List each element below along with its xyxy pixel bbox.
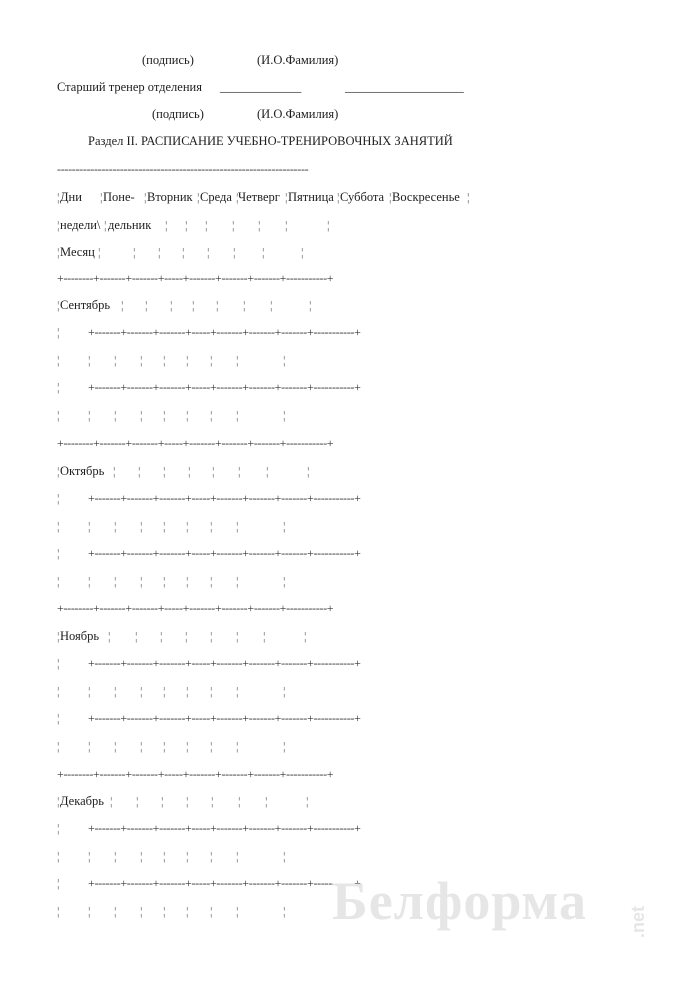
cell-border: ¦ bbox=[163, 574, 166, 588]
cell-border: ¦ bbox=[192, 298, 195, 312]
header-border: ¦ bbox=[258, 218, 261, 232]
cell-border: ¦ bbox=[309, 298, 312, 312]
cell-border: ¦ bbox=[211, 794, 214, 808]
header-border: ¦ bbox=[207, 245, 210, 259]
cell-border: ¦ bbox=[57, 904, 60, 918]
header-border: ¦ bbox=[133, 245, 136, 259]
cell-border: ¦ bbox=[140, 904, 143, 918]
cell-border: ¦ bbox=[186, 904, 189, 918]
cell-border: ¦ bbox=[210, 574, 213, 588]
cell-border: ¦ bbox=[283, 408, 286, 422]
header-border: ¦ bbox=[301, 245, 304, 259]
header-monday-part1: Поне- bbox=[103, 190, 135, 204]
cell-border: ¦ bbox=[188, 464, 191, 478]
cell-border: ¦ bbox=[186, 794, 189, 808]
cell-border: ¦ bbox=[88, 739, 91, 753]
cell-border: ¦ bbox=[135, 629, 138, 643]
table-inner-rule: +-------+-------+-------+-----+-------+-------+-------+-----------+ bbox=[88, 876, 361, 890]
cell-border: ¦ bbox=[307, 464, 310, 478]
cell-border: ¦ bbox=[238, 464, 241, 478]
table-rule: +--------+-------+-------+-----+-------+-------+-------+-----------+ bbox=[57, 601, 334, 615]
cell-border: ¦ bbox=[283, 849, 286, 863]
table-inner-rule: +-------+-------+-------+-----+-------+-------+-------+-----------+ bbox=[88, 821, 361, 835]
cell-border: ¦ bbox=[57, 629, 60, 643]
cell-border: ¦ bbox=[236, 739, 239, 753]
month-december: Декабрь bbox=[60, 794, 104, 808]
cell-border: ¦ bbox=[114, 849, 117, 863]
cell-border: ¦ bbox=[88, 574, 91, 588]
table-inner-rule: +-------+-------+-------+-----+-------+-------+-------+-----------+ bbox=[88, 711, 361, 725]
header-border: ¦ bbox=[467, 190, 470, 204]
cell-border: ¦ bbox=[57, 821, 60, 835]
cell-border: ¦ bbox=[114, 904, 117, 918]
cell-border: ¦ bbox=[57, 684, 60, 698]
header-wednesday: Среда bbox=[200, 190, 232, 204]
header-monday-part2: дельник bbox=[108, 218, 152, 232]
table-rule: +--------+-------+-------+-----+-------+-------+-------+-----------+ bbox=[57, 767, 334, 781]
header-saturday: Суббота bbox=[340, 190, 385, 204]
cell-border: ¦ bbox=[236, 408, 239, 422]
header-border: ¦ bbox=[57, 245, 60, 259]
cell-border: ¦ bbox=[283, 904, 286, 918]
cell-border: ¦ bbox=[57, 876, 60, 890]
cell-border: ¦ bbox=[163, 408, 166, 422]
cell-border: ¦ bbox=[140, 353, 143, 367]
header-mesyats: Месяц bbox=[60, 245, 95, 259]
header-border: ¦ bbox=[98, 245, 101, 259]
cell-border: ¦ bbox=[210, 519, 213, 533]
header-border: ¦ bbox=[104, 218, 107, 232]
cell-border: ¦ bbox=[163, 849, 166, 863]
cell-border: ¦ bbox=[136, 794, 139, 808]
cell-border: ¦ bbox=[236, 629, 239, 643]
cell-border: ¦ bbox=[57, 325, 60, 339]
table-inner-rule: +-------+-------+-------+-----+-------+-------+-------+-----------+ bbox=[88, 546, 361, 560]
month-september: Сентябрь bbox=[60, 298, 111, 312]
cell-border: ¦ bbox=[57, 464, 60, 478]
cell-border: ¦ bbox=[88, 684, 91, 698]
cell-border: ¦ bbox=[265, 794, 268, 808]
cell-border: ¦ bbox=[266, 464, 269, 478]
cell-border: ¦ bbox=[113, 464, 116, 478]
signature-caption: (подпись) bbox=[152, 107, 204, 121]
cell-border: ¦ bbox=[114, 684, 117, 698]
cell-border: ¦ bbox=[283, 684, 286, 698]
cell-border: ¦ bbox=[186, 574, 189, 588]
cell-border: ¦ bbox=[160, 629, 163, 643]
header-border: ¦ bbox=[182, 245, 185, 259]
header-border: ¦ bbox=[165, 218, 168, 232]
cell-border: ¦ bbox=[238, 794, 241, 808]
header-border: ¦ bbox=[337, 190, 340, 204]
cell-border: ¦ bbox=[114, 408, 117, 422]
cell-border: ¦ bbox=[185, 629, 188, 643]
table-rule: +--------+-------+-------+-----+-------+-------+-------+-----------+ bbox=[57, 271, 334, 285]
cell-border: ¦ bbox=[243, 298, 246, 312]
cell-border: ¦ bbox=[88, 904, 91, 918]
cell-border: ¦ bbox=[210, 353, 213, 367]
cell-border: ¦ bbox=[186, 353, 189, 367]
cell-border: ¦ bbox=[114, 519, 117, 533]
name-caption: (И.О.Фамилия) bbox=[257, 53, 339, 67]
cell-border: ¦ bbox=[283, 574, 286, 588]
header-border: ¦ bbox=[327, 218, 330, 232]
cell-border: ¦ bbox=[236, 904, 239, 918]
cell-border: ¦ bbox=[114, 739, 117, 753]
table-inner-rule: +-------+-------+-------+-----+-------+-------+-------+-----------+ bbox=[88, 380, 361, 394]
cell-border: ¦ bbox=[283, 353, 286, 367]
cell-border: ¦ bbox=[121, 298, 124, 312]
cell-border: ¦ bbox=[236, 519, 239, 533]
header-border: ¦ bbox=[285, 190, 288, 204]
name-line: ___________________ bbox=[345, 80, 464, 94]
cell-border: ¦ bbox=[186, 684, 189, 698]
cell-border: ¦ bbox=[110, 794, 113, 808]
cell-border: ¦ bbox=[88, 408, 91, 422]
header-border: ¦ bbox=[233, 245, 236, 259]
cell-border: ¦ bbox=[57, 794, 60, 808]
cell-border: ¦ bbox=[161, 794, 164, 808]
cell-border: ¦ bbox=[57, 739, 60, 753]
cell-border: ¦ bbox=[140, 574, 143, 588]
header-border: ¦ bbox=[262, 245, 265, 259]
cell-border: ¦ bbox=[57, 546, 60, 560]
cell-border: ¦ bbox=[163, 464, 166, 478]
cell-border: ¦ bbox=[186, 739, 189, 753]
header-border: ¦ bbox=[232, 218, 235, 232]
cell-border: ¦ bbox=[57, 711, 60, 725]
cell-border: ¦ bbox=[236, 353, 239, 367]
header-friday: Пятница bbox=[288, 190, 334, 204]
cell-border: ¦ bbox=[186, 519, 189, 533]
cell-border: ¦ bbox=[88, 353, 91, 367]
cell-border: ¦ bbox=[57, 408, 60, 422]
cell-border: ¦ bbox=[283, 519, 286, 533]
cell-border: ¦ bbox=[57, 380, 60, 394]
cell-border: ¦ bbox=[57, 491, 60, 505]
cell-border: ¦ bbox=[212, 464, 215, 478]
header-nedeli: недели\ bbox=[60, 218, 101, 232]
cell-border: ¦ bbox=[138, 464, 141, 478]
cell-border: ¦ bbox=[163, 739, 166, 753]
cell-border: ¦ bbox=[236, 849, 239, 863]
header-border: ¦ bbox=[158, 245, 161, 259]
cell-border: ¦ bbox=[57, 353, 60, 367]
cell-border: ¦ bbox=[140, 684, 143, 698]
header-tuesday: Вторник bbox=[147, 190, 193, 204]
cell-border: ¦ bbox=[283, 739, 286, 753]
cell-border: ¦ bbox=[88, 849, 91, 863]
cell-border: ¦ bbox=[57, 849, 60, 863]
cell-border: ¦ bbox=[210, 408, 213, 422]
signature-caption: (подпись) bbox=[142, 53, 194, 67]
cell-border: ¦ bbox=[88, 519, 91, 533]
header-border: ¦ bbox=[100, 190, 103, 204]
cell-border: ¦ bbox=[186, 849, 189, 863]
section-title: Раздел II. РАСПИСАНИЕ УЧЕБНО-ТРЕНИРОВОЧНЫХ ЗАНЯТИЙ bbox=[88, 134, 453, 148]
cell-border: ¦ bbox=[263, 629, 266, 643]
cell-border: ¦ bbox=[140, 408, 143, 422]
cell-border: ¦ bbox=[210, 849, 213, 863]
cell-border: ¦ bbox=[140, 849, 143, 863]
month-november: Ноябрь bbox=[60, 629, 100, 643]
cell-border: ¦ bbox=[114, 353, 117, 367]
header-border: ¦ bbox=[285, 218, 288, 232]
cell-border: ¦ bbox=[108, 629, 111, 643]
table-inner-rule: +-------+-------+-------+-----+-------+-------+-------+-----------+ bbox=[88, 491, 361, 505]
header-border: ¦ bbox=[57, 218, 60, 232]
header-border: ¦ bbox=[236, 190, 239, 204]
cell-border: ¦ bbox=[140, 519, 143, 533]
month-october: Октябрь bbox=[60, 464, 105, 478]
cell-border: ¦ bbox=[210, 904, 213, 918]
cell-border: ¦ bbox=[163, 353, 166, 367]
cell-border: ¦ bbox=[306, 794, 309, 808]
senior-coach-label: Старший тренер отделения bbox=[57, 80, 202, 94]
table-inner-rule: +-------+-------+-------+-----+-------+-------+-------+-----------+ bbox=[88, 325, 361, 339]
header-border: ¦ bbox=[205, 218, 208, 232]
dash-rule: -------------------------------------------------------------------- bbox=[57, 162, 309, 176]
cell-border: ¦ bbox=[57, 574, 60, 588]
watermark-logo: Белформа bbox=[332, 871, 587, 931]
cell-border: ¦ bbox=[236, 574, 239, 588]
header-dni: Дни bbox=[60, 190, 82, 204]
cell-border: ¦ bbox=[186, 408, 189, 422]
cell-border: ¦ bbox=[140, 739, 143, 753]
header-border: ¦ bbox=[57, 190, 60, 204]
cell-border: ¦ bbox=[210, 684, 213, 698]
header-thursday: Четверг bbox=[238, 190, 280, 204]
table-rule: +--------+-------+-------+-----+-------+-------+-------+-----------+ bbox=[57, 436, 334, 450]
cell-border: ¦ bbox=[216, 298, 219, 312]
cell-border: ¦ bbox=[236, 684, 239, 698]
cell-border: ¦ bbox=[163, 684, 166, 698]
cell-border: ¦ bbox=[170, 298, 173, 312]
table-inner-rule: +-------+-------+-------+-----+-------+-------+-------+-----------+ bbox=[88, 656, 361, 670]
header-border: ¦ bbox=[389, 190, 392, 204]
cell-border: ¦ bbox=[163, 904, 166, 918]
cell-border: ¦ bbox=[57, 519, 60, 533]
header-border: ¦ bbox=[185, 218, 188, 232]
cell-border: ¦ bbox=[57, 298, 60, 312]
cell-border: ¦ bbox=[145, 298, 148, 312]
cell-border: ¦ bbox=[210, 739, 213, 753]
cell-border: ¦ bbox=[270, 298, 273, 312]
cell-border: ¦ bbox=[163, 519, 166, 533]
watermark-domain: .net bbox=[628, 905, 648, 938]
header-border: ¦ bbox=[197, 190, 200, 204]
header-sunday: Воскресенье bbox=[392, 190, 460, 204]
cell-border: ¦ bbox=[210, 629, 213, 643]
cell-border: ¦ bbox=[57, 656, 60, 670]
name-caption: (И.О.Фамилия) bbox=[257, 107, 339, 121]
cell-border: ¦ bbox=[304, 629, 307, 643]
signature-line: _____________ bbox=[220, 80, 302, 94]
cell-border: ¦ bbox=[114, 574, 117, 588]
header-border: ¦ bbox=[144, 190, 147, 204]
